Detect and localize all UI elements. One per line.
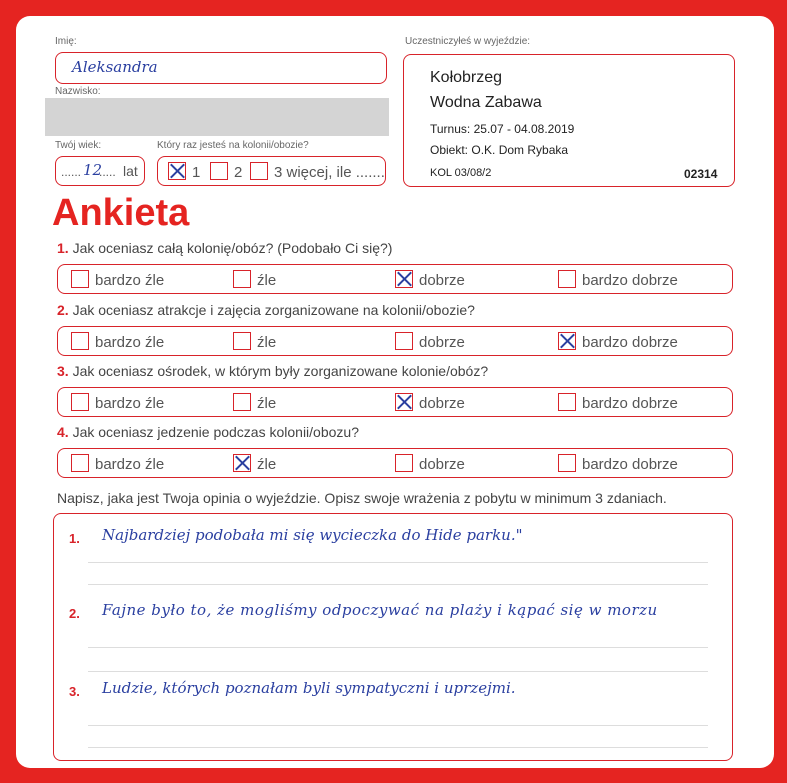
survey-page xyxy=(16,16,774,768)
answers-2 xyxy=(57,326,733,356)
name-value: Aleksandra xyxy=(72,58,158,76)
checkbox-icon xyxy=(395,332,413,350)
trip-number: 02314 xyxy=(684,167,718,181)
name-label: Imię: xyxy=(55,36,77,47)
trip-city: Kołobrzeg xyxy=(430,69,503,86)
q3-option-3[interactable]: dobrze xyxy=(395,393,465,412)
opinion-box[interactable] xyxy=(53,513,733,761)
checkbox-icon xyxy=(233,332,251,350)
times-option-2[interactable]: 2 xyxy=(210,162,242,181)
surname-label: Nazwisko: xyxy=(55,86,101,97)
checkbox-icon xyxy=(558,454,576,472)
checkbox-icon xyxy=(71,393,89,411)
checkbox-icon xyxy=(71,332,89,350)
checkbox-icon xyxy=(233,454,251,472)
answer-number-3: 3. xyxy=(69,684,80,699)
checkbox-icon xyxy=(395,270,413,288)
trip-code: KOL 03/08/2 xyxy=(430,167,492,179)
q1-option-1[interactable]: bardzo źle xyxy=(71,270,164,289)
question-3: 3. Jak oceniasz ośrodek, w którym były zorganizowane kolonie/obóz? xyxy=(57,363,489,379)
surname-redacted xyxy=(45,98,389,136)
age-label: Twój wiek: xyxy=(55,140,102,151)
age-value: 12 xyxy=(83,161,103,179)
q2-option-4[interactable]: bardzo dobrze xyxy=(558,332,678,351)
question-2: 2. Jak oceniasz atrakcje i zajęcia zorganizowane na kolonii/obozie? xyxy=(57,302,475,318)
trip-label: Uczestniczyłeś w wyjeździe: xyxy=(405,36,531,47)
times-field xyxy=(157,156,386,186)
checkbox-icon xyxy=(558,270,576,288)
answer-number-1: 1. xyxy=(69,531,80,546)
trip-turnus: Turnus: 25.07 - 04.08.2019 xyxy=(430,122,575,136)
name-field[interactable] xyxy=(55,52,387,84)
opinion-prompt: Napisz, jaka jest Twoja opinia o wyjeździe. Opisz swoje wrażenia z pobytu w minimum 3 zdaniach. xyxy=(57,490,667,506)
answer-text-3: Ludzie, których poznałam byli sympatyczni i uprzejmi. xyxy=(102,679,516,697)
answers-3 xyxy=(57,387,733,417)
checkbox-icon xyxy=(233,393,251,411)
q1-option-2[interactable]: źle xyxy=(233,270,276,289)
page-title: Ankieta xyxy=(52,192,190,234)
answer-text-1: Najbardziej podobała mi się wycieczka do Hide parku." xyxy=(102,526,523,544)
checkbox-icon xyxy=(233,270,251,288)
question-4: 4. Jak oceniasz jedzenie podczas kolonii/obozu? xyxy=(57,424,359,440)
q4-option-3[interactable]: dobrze xyxy=(395,454,465,473)
checkbox-icon xyxy=(168,162,186,180)
checkbox-icon xyxy=(210,162,228,180)
q4-option-1[interactable]: bardzo źle xyxy=(71,454,164,473)
checkbox-icon xyxy=(558,393,576,411)
checkbox-icon xyxy=(71,454,89,472)
q4-option-4[interactable]: bardzo dobrze xyxy=(558,454,678,473)
times-label: Który raz jesteś na kolonii/obozie? xyxy=(157,140,309,151)
q3-option-2[interactable]: źle xyxy=(233,393,276,412)
times-option-1[interactable]: 1 xyxy=(168,162,200,181)
checkbox-icon xyxy=(71,270,89,288)
question-1: 1. Jak oceniasz całą kolonię/obóz? (Podobało Ci się?) xyxy=(57,240,393,256)
checkbox-icon xyxy=(395,393,413,411)
q4-option-2[interactable]: źle xyxy=(233,454,276,473)
trip-name: Wodna Zabawa xyxy=(430,94,542,111)
trip-info-box xyxy=(403,54,735,187)
q2-option-3[interactable]: dobrze xyxy=(395,332,465,351)
q2-option-2[interactable]: źle xyxy=(233,332,276,351)
answer-number-2: 2. xyxy=(69,606,80,621)
checkbox-icon xyxy=(558,332,576,350)
age-field[interactable]: ...... 12 ..... lat xyxy=(55,156,145,186)
answers-4 xyxy=(57,448,733,478)
q3-option-4[interactable]: bardzo dobrze xyxy=(558,393,678,412)
q1-option-4[interactable]: bardzo dobrze xyxy=(558,270,678,289)
q2-option-1[interactable]: bardzo źle xyxy=(71,332,164,351)
answer-text-2: Fajne było to, że mogliśmy odpoczywać na plaży i kąpać się w morzu xyxy=(102,601,658,619)
q3-option-1[interactable]: bardzo źle xyxy=(71,393,164,412)
checkbox-icon xyxy=(250,162,268,180)
q1-option-3[interactable]: dobrze xyxy=(395,270,465,289)
times-option-3[interactable]: 3 więcej, ile ....... xyxy=(250,162,385,181)
checkbox-icon xyxy=(395,454,413,472)
trip-obiekt: Obiekt: O.K. Dom Rybaka xyxy=(430,143,569,157)
answers-1 xyxy=(57,264,733,294)
age-unit: lat xyxy=(123,163,138,179)
